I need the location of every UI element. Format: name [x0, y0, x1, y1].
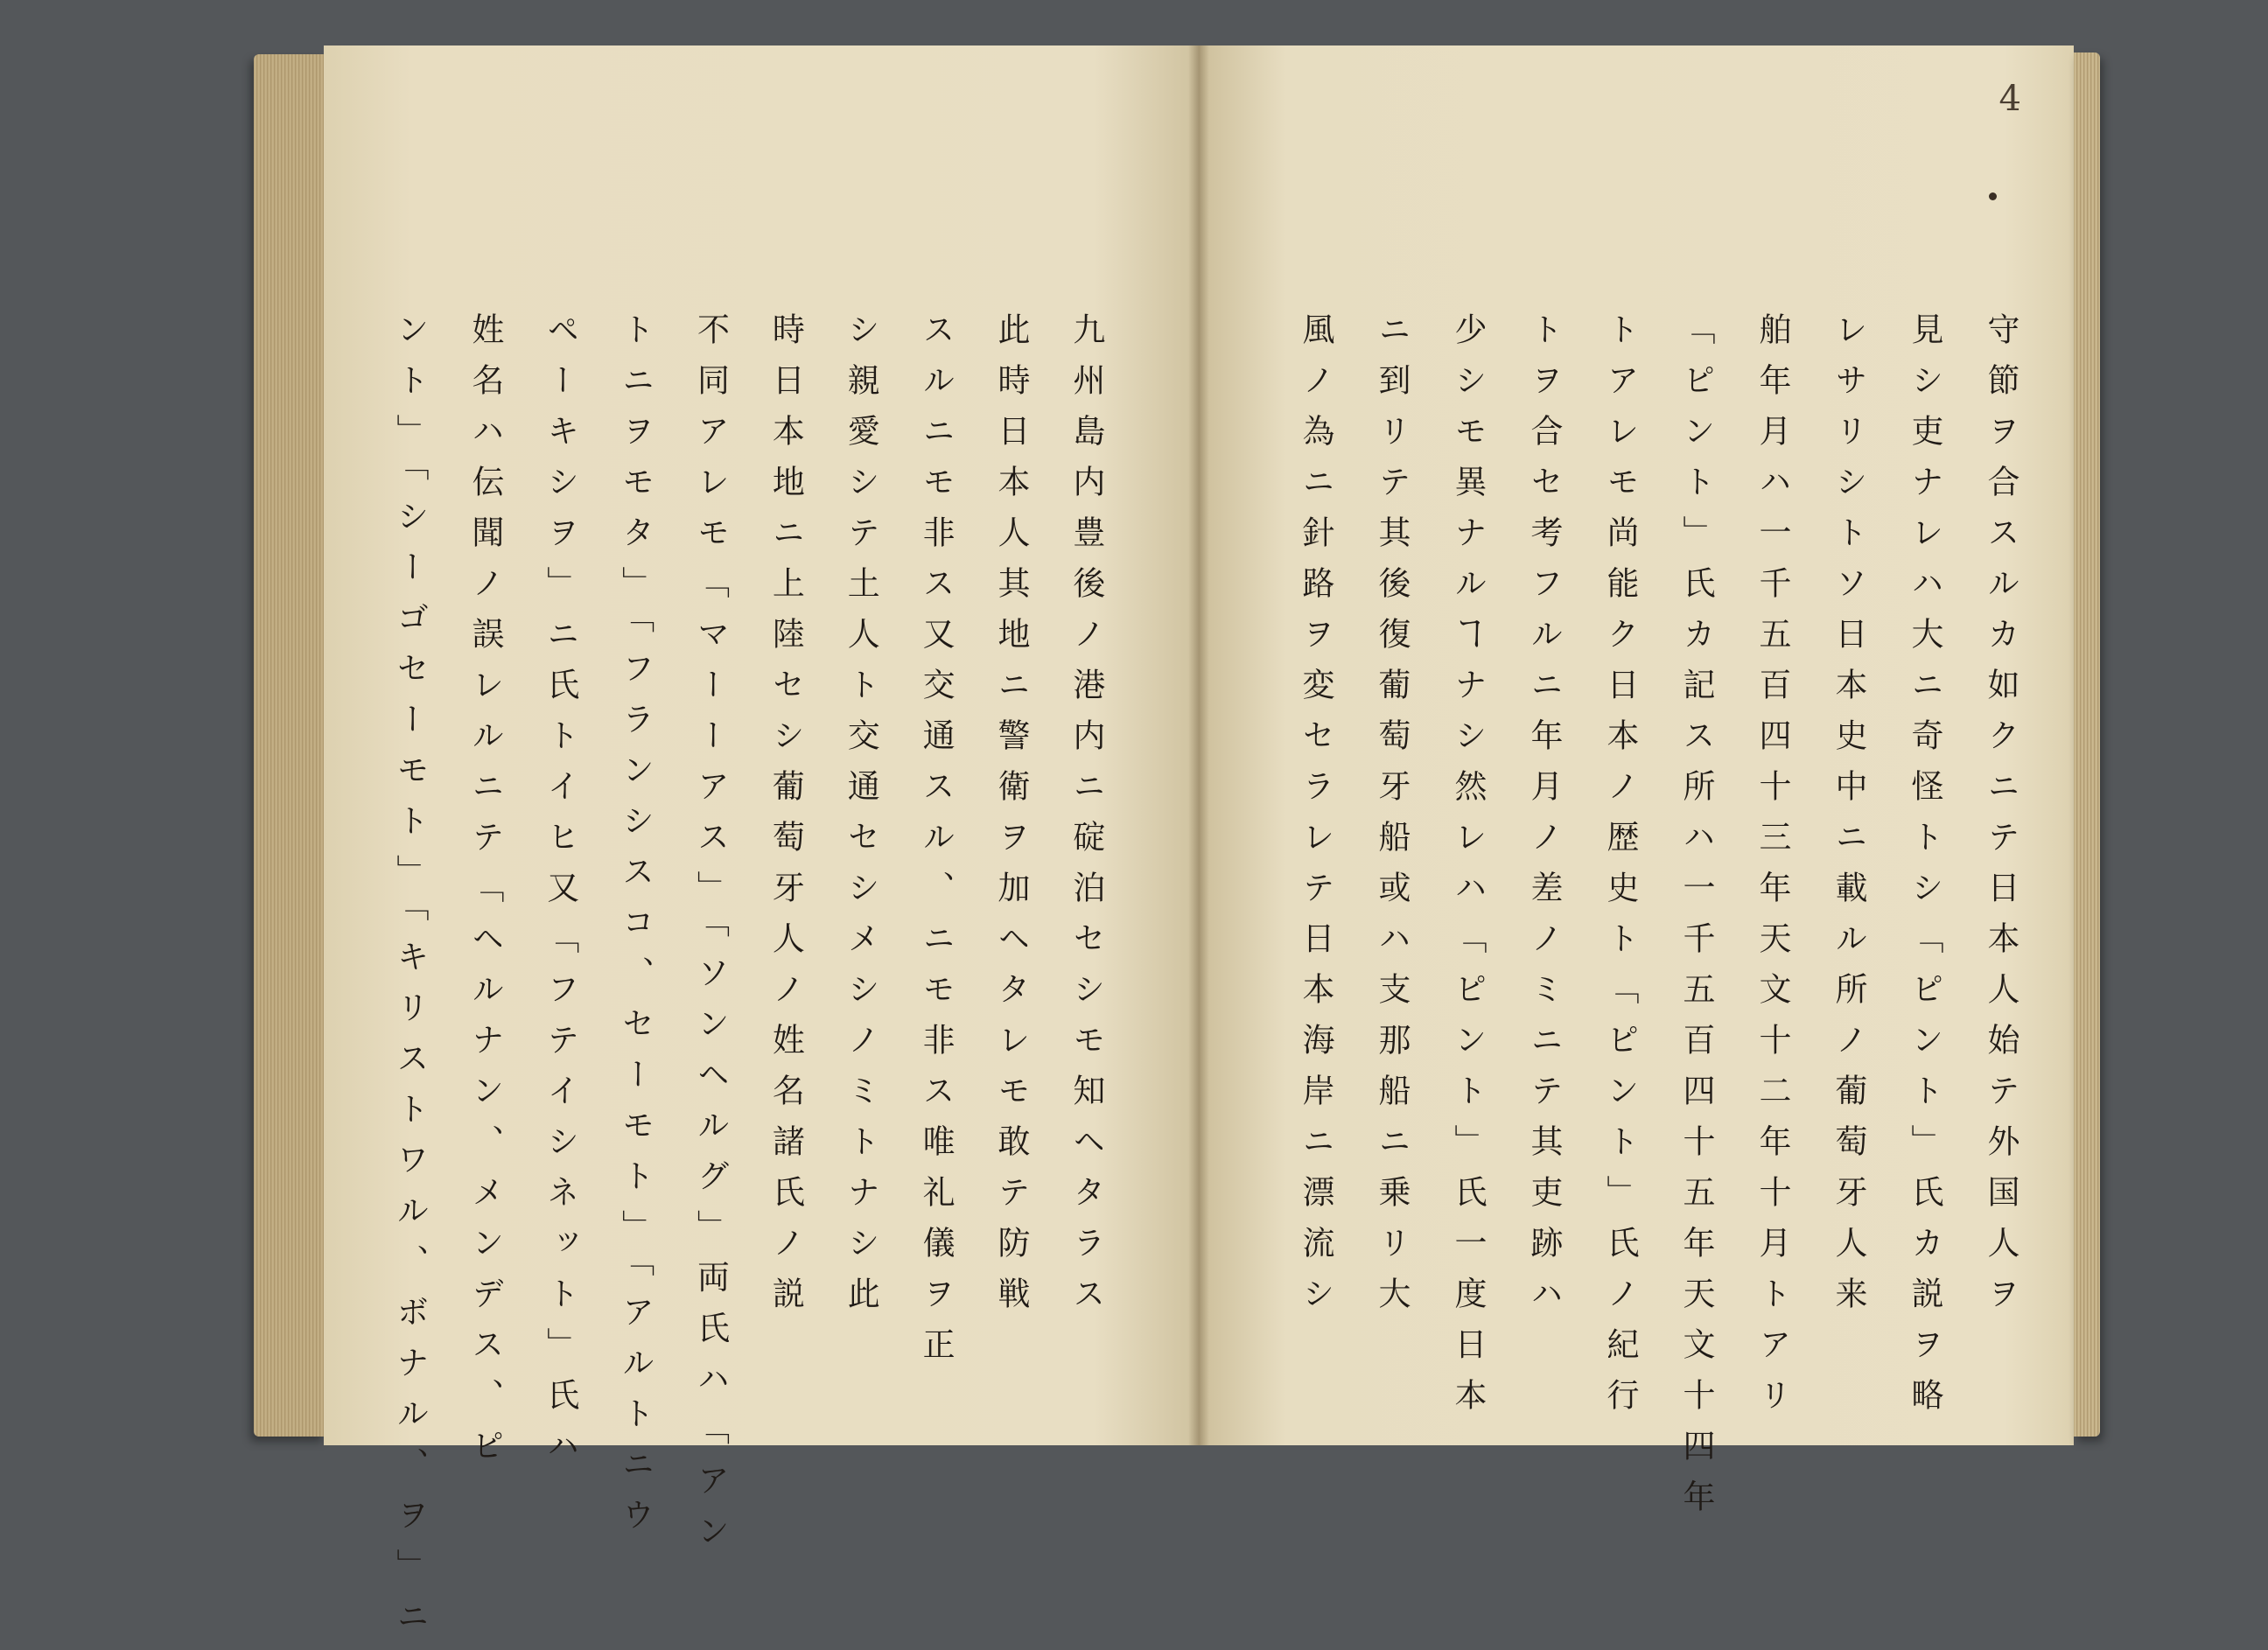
text-column: レサリシトソ日本史中ニ載ル所ノ葡萄牙人来: [1830, 312, 1867, 1327]
text-column: 時日本地ニ上陸セシ葡萄牙人ノ姓名諸氏ノ説: [766, 312, 805, 1327]
text-column: ニ到リテ其後復葡萄牙船或ハ支那船ニ乗リ大: [1373, 312, 1410, 1327]
text-column: 九州島内豊後ノ港内ニ碇泊セシモ知ヘタラス: [1067, 312, 1105, 1327]
text-column: トアレモ尚能ク日本ノ歴史ト「ピント」氏ノ紀行: [1601, 312, 1639, 1429]
text-column: 姓名ハ伝聞ノ誤レルニテ「ヘルナン、メンデス、ピ: [466, 312, 504, 1479]
ink-dot: [1989, 192, 1997, 200]
text-column: 「ピント」氏カ記ス所ハ一千五百四十五年天文十四年: [1677, 312, 1715, 1530]
page-edges-right: [2074, 52, 2100, 1437]
text-column: 見シ吏ナレハ大ニ奇怪トシ「ピント」氏カ説ヲ略: [1906, 312, 1943, 1429]
text-column: 不同アレモ「マーーアス」「ソンヘルグ」両氏ハ「アン: [691, 312, 730, 1565]
text-column: 此時日本人其地ニ警衛ヲ加ヘタレモ敢テ防戦: [992, 312, 1030, 1327]
text-column: ント」「シーゴセーモト」「キリストワル、ボナル、ヲ」ニ: [391, 312, 429, 1650]
text-column: シ親愛シテ土人ト交通セシメシノミトナシ此: [842, 312, 880, 1327]
text-column: 守節ヲ合スルカ如クニテ日本人始テ外国人ヲ: [1982, 312, 2020, 1327]
text-column: ペーキシヲ」ニ氏トイヒ又「フテイシネット」氏ハ: [541, 312, 579, 1479]
text-column: トニヲモタ」「フランシスコ、セーモト」「アルトニウ: [616, 312, 654, 1549]
book-gutter: [1188, 45, 1209, 1445]
text-column: 舶年月ハ一千五百四十三年天文十二年十月トアリ: [1754, 312, 1791, 1429]
left-page-text: [391, 312, 1105, 1650]
page-edges-left: [254, 54, 326, 1437]
text-column: スルニモ非ス又交通スル、ニモ非ス唯礼儀ヲ正: [917, 312, 956, 1378]
text-column: 少シモ異ナルヿナシ然レハ「ピント」氏一度日本: [1449, 312, 1487, 1429]
open-book: [254, 45, 2100, 1650]
page-number-mark: 4: [1998, 79, 2021, 119]
right-page-text: [1297, 312, 2020, 1530]
text-column: 風ノ為ニ針路ヲ変セラレテ日本海岸ニ漂流シ: [1297, 312, 1334, 1327]
text-column: トヲ合セ考フルニ年月ノ差ノミニテ其吏跡ハ: [1525, 312, 1563, 1327]
